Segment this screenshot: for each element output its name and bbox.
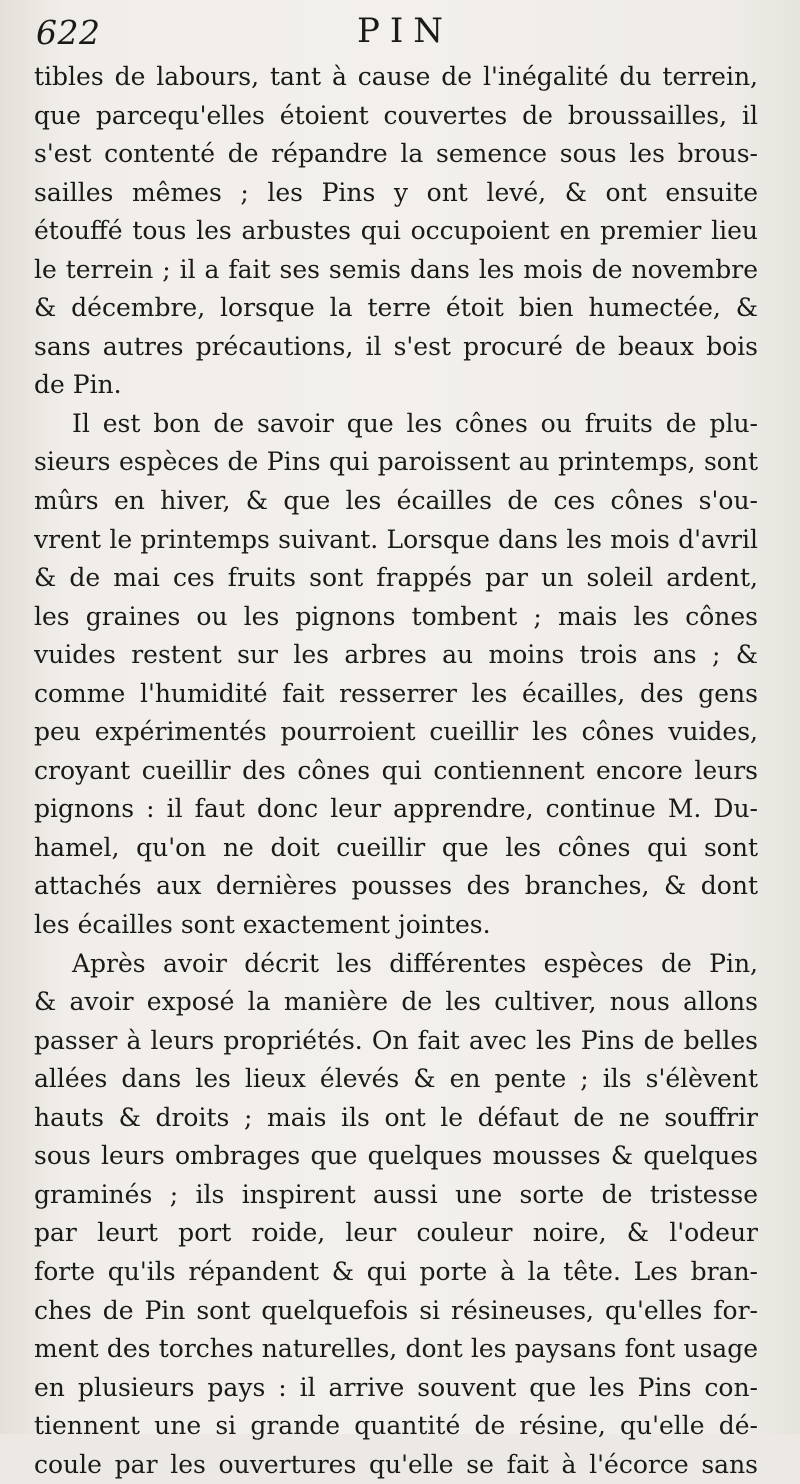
text-line: vrent le printemps suivant. Lorsque dans les mois d'avril (34, 524, 758, 554)
body-text (34, 58, 758, 1484)
paragraph (34, 945, 758, 1484)
text-line: Il est bon de savoir que les cônes ou fruits de plu- (72, 408, 758, 438)
text-line: attachés aux dernières pousses des branches, & dont (34, 871, 758, 901)
text-line: sieurs espèces de Pins qui paroissent au printemps, sont (34, 447, 758, 477)
text-line: forte qu'ils répandent & qui porte à la tête. Les bran- (34, 1256, 758, 1286)
running-title: PIN (356, 11, 454, 51)
paragraph (34, 58, 758, 405)
text-line: ches de Pin sont quelquefois si résineuses, qu'elles for- (34, 1295, 758, 1325)
text-line: tiennent une si grande quantité de résine, qu'elle dé- (34, 1411, 758, 1441)
text-line: Après avoir décrit les différentes espèces de Pin, (72, 948, 758, 978)
text-line: sous leurs ombrages que quelques mousses & quelques (34, 1141, 758, 1171)
text-line: & avoir exposé la manière de les cultiver, nous allons (34, 987, 758, 1017)
text-line: que parcequ'elles étoient couvertes de broussailles, il (34, 100, 758, 130)
text-line: le terrein ; il a fait ses semis dans les mois de novembre (34, 254, 758, 284)
page-number: 622 (36, 13, 101, 52)
text-line: les graines ou les pignons tombent ; mais les cônes (34, 601, 758, 631)
text-line: hamel, qu'on ne doit cueillir que les cônes qui sont (34, 832, 758, 862)
text-line: passer à leurs propriétés. On fait avec les Pins de belles (34, 1025, 758, 1055)
text-line: par leurt port roide, leur couleur noire, & l'odeur (34, 1218, 758, 1248)
text-line: graminés ; ils inspirent aussi une sorte de tristesse (34, 1179, 758, 1209)
text-line: & de mai ces fruits sont frappés par un soleil ardent, (34, 563, 758, 593)
text-line: les écailles sont exactement jointes. (34, 910, 491, 940)
text-line: peu expérimentés pourroient cueillir les cônes vuides, (34, 717, 758, 747)
text-line: croyant cueillir des cônes qui contiennent encore leurs (34, 755, 758, 785)
text-line: & décembre, lorsque la terre étoit bien humectée, & (34, 293, 758, 323)
text-line: allées dans les lieux élevés & en pente ; ils s'élèvent (34, 1064, 758, 1094)
text-line: hauts & droits ; mais ils ont le défaut de ne souffrir (34, 1102, 758, 1132)
text-line: tibles de labours, tant à cause de l'inégalité du terrein, (34, 62, 758, 91)
text-line: comme l'humidité fait resserrer les écailles, des gens (34, 678, 758, 708)
text-line: s'est contenté de répandre la semence sous les brous- (34, 139, 758, 169)
text-line: ment des torches naturelles, dont les paysans font usage (34, 1334, 758, 1364)
text-line: sans autres précautions, il s'est procuré de beaux bois (34, 331, 758, 361)
text-line: mûrs en hiver, & que les écailles de ces cônes s'ou- (34, 486, 758, 516)
text-line: vuides restent sur les arbres au moins trois ans ; & (34, 640, 758, 670)
paragraph (34, 405, 758, 945)
text-line: en plusieurs pays : il arrive souvent que les Pins con- (34, 1372, 758, 1402)
text-line: sailles mêmes ; les Pins y ont levé, & ont ensuite (34, 177, 758, 207)
text-line: pignons : il faut donc leur apprendre, continue M. Du- (34, 794, 758, 824)
text-line: de Pin. (34, 370, 122, 400)
text-line: étouffé tous les arbustes qui occupoient en premier lieu (34, 216, 758, 246)
text-line: coule par les ouvertures qu'elle se fait à l'écorce sans (34, 1449, 758, 1479)
